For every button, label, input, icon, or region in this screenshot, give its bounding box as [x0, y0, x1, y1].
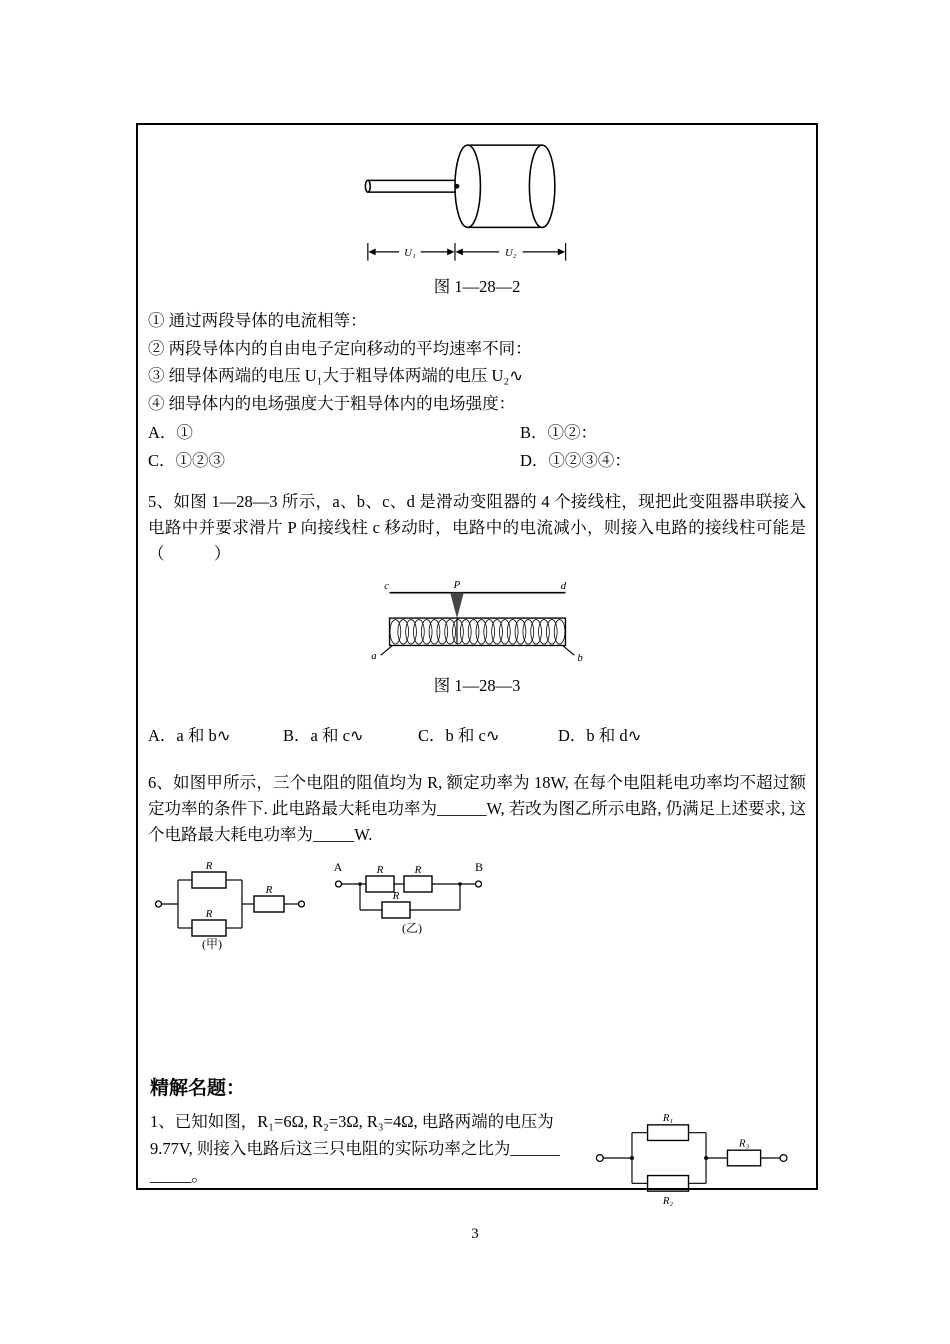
figure-rheostat [365, 579, 590, 665]
terminal-b-lead [562, 645, 574, 655]
circuit-solution-wires [604, 1133, 781, 1184]
resistor-label: R [376, 864, 384, 876]
label-r3: R₃ [739, 1137, 750, 1150]
junction-dot [458, 882, 462, 886]
q5-options [148, 722, 806, 746]
circuit-jia-right-terminal [299, 901, 305, 907]
statement-4: ④ 细导体内的电场强度大于粗导体内的电场强度： [148, 393, 516, 413]
figure-conductor-caption: 图 1—28—2 [433, 277, 521, 296]
q5-option-b: B．a 和 c∿ [283, 726, 364, 745]
question-6-text: 6、如图甲所示，三个电阻的阻值均为 R, 额定功率为 18W, 在每个电阻耗电功率均不超过额定功率的条件下. 此电路最大耗电功率为______W, 若改为图乙所示电路, 仍满足上述要求, 这个电路最大耗电功率为_____W. [148, 773, 806, 844]
circuit-yi-wires [342, 884, 476, 910]
jq1-text: 1、已知如图，R₁=6Ω, R₂=3Ω, R₃=4Ω, 电路两端的电压为 9.77V, 则接入电路后这三只电阻的实际功率之比为______ _____。 [150, 1112, 560, 1185]
q4-option-d: D．①②③④： [520, 451, 631, 470]
circuit-jia-left-terminal [156, 901, 162, 907]
content-border-box [136, 123, 818, 1207]
resistor-box [382, 902, 410, 918]
resistor-box-r3 [728, 1150, 761, 1166]
label-slider-p: P [453, 579, 460, 591]
circuit-yi-terminal-b [476, 881, 482, 887]
resistor-box [366, 876, 394, 892]
q4-option-a: A．① [148, 423, 193, 442]
q4-option-c: C．①②③ [148, 451, 226, 470]
figure-conductor-wrap [148, 131, 806, 271]
statement-2: ② 两段导体内的自由电子定向移动的平均速率不同： [148, 338, 532, 358]
q5-option-c: C．b 和 c∿ [418, 726, 500, 745]
node-b-label: B [474, 860, 484, 874]
junction-dot [454, 184, 459, 189]
slider-wiper [450, 593, 464, 618]
question-5-text: 5、如图 1—28—3 所示，a、b、c、d 是滑动变阻器的 4 个接线柱，现把此变阻器串联接入电路中并要求滑片 P 向接线柱 c 移动时，电路中的电流减小，则接入电路的接线柱可能是（ ） [148, 492, 806, 563]
junction-dot [704, 1156, 708, 1160]
resistor-box [254, 896, 284, 912]
figure-conductor [360, 131, 595, 266]
node-a-label: A [333, 860, 343, 874]
label-u1: U₁ [403, 246, 416, 259]
label-terminal-a: a [370, 650, 377, 663]
q4-option-b: B．①②： [520, 423, 598, 442]
coil-windings [390, 620, 565, 644]
solution-right-terminal [781, 1155, 788, 1162]
circuit-yi [332, 858, 492, 934]
terminal-a-lead [380, 645, 392, 655]
q6-circuits [152, 858, 806, 950]
q5-option-d: D．b 和 d∿ [558, 726, 642, 745]
statement-3: ③ 细导体两端的电压 U₁大于粗导体两端的电压 U₂∿ [148, 366, 524, 385]
resistor-box [404, 876, 432, 892]
junction-dot [358, 882, 362, 886]
resistor-box [192, 920, 226, 936]
section-heading: 精解名题： [150, 1078, 246, 1099]
circuit-yi-terminal-a [336, 881, 342, 887]
label-terminal-d: d [560, 579, 566, 592]
resistor-label: R [265, 884, 273, 896]
circuit-jia-wires [162, 880, 299, 928]
section-jingjie [150, 1073, 804, 1208]
solution-left-terminal [597, 1155, 604, 1162]
resistor-label: R [414, 864, 422, 876]
circuit-solution [593, 1108, 800, 1208]
q5-option-a: A．a 和 b∿ [148, 726, 231, 745]
figure-rheostat-wrap [148, 579, 806, 670]
circuit-jia [152, 858, 312, 950]
resistor-box-r1 [648, 1125, 689, 1141]
resistor-label: R [205, 860, 213, 872]
resistor-box-r2 [648, 1176, 689, 1192]
resistor-box [192, 872, 226, 888]
statement-1: ① 通过两段导体的电流相等： [148, 311, 367, 330]
dimension-lines [367, 243, 565, 261]
label-terminal-c: c [383, 579, 389, 592]
label-u2: U₂ [504, 246, 517, 259]
circuit-yi-label: (乙) [402, 921, 422, 934]
resistor-label: R [205, 908, 213, 920]
resistor-label: R [392, 890, 400, 902]
conductor-drawing [365, 145, 554, 227]
figure-rheostat-caption: 图 1—28—3 [433, 676, 521, 695]
label-r2: R₂ [663, 1194, 674, 1207]
label-r1: R₁ [663, 1111, 674, 1124]
page-number: 3 [471, 1226, 479, 1242]
label-terminal-b: b [576, 652, 583, 665]
q4-options [148, 419, 806, 475]
jq1-row [150, 1108, 804, 1208]
junction-dot [630, 1156, 634, 1160]
circuit-jia-label: (甲) [202, 937, 222, 950]
